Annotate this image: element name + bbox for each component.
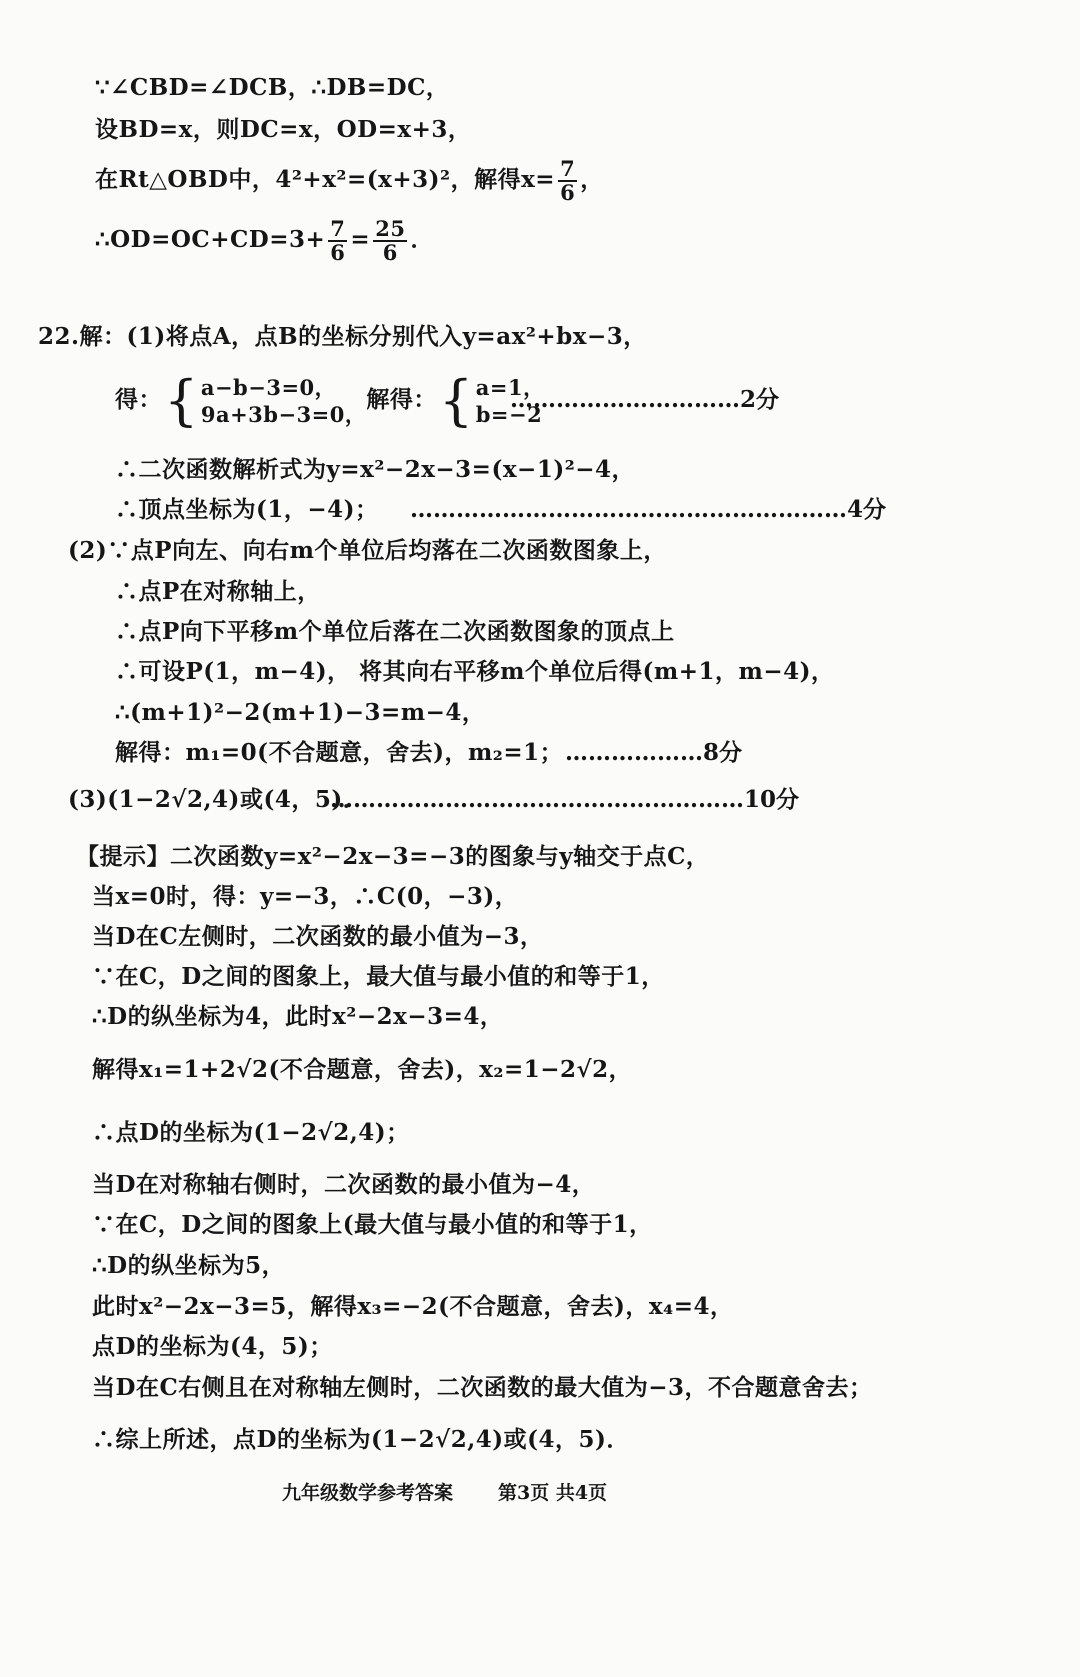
line-vertex: ∴顶点坐标为(1，−4)； bbox=[115, 496, 379, 523]
score-10: ………………………………………………10分 bbox=[330, 786, 800, 813]
fraction-25-6 bbox=[373, 218, 407, 264]
rt-triangle-end: ， bbox=[580, 166, 604, 194]
line-rt-triangle bbox=[95, 158, 604, 204]
equals-sign: = bbox=[350, 226, 371, 254]
score-4: …………………………………………………4分 bbox=[410, 496, 887, 523]
line-ordinate-4: ∴D的纵坐标为4，此时x²−2x−3=4， bbox=[92, 1003, 504, 1030]
fraction-numerator: 7 bbox=[330, 216, 346, 241]
fraction-numerator: 25 bbox=[375, 216, 406, 241]
q22-part1-heading: 22.解：(1)将点A，点B的坐标分别代入y=ax²+bx−3， bbox=[38, 323, 647, 350]
line-hint: 【提示】二次函数y=x²−2x−3=−3的图象与y轴交于点C， bbox=[76, 843, 710, 870]
line-axis: ∴点P在对称轴上， bbox=[115, 578, 321, 605]
line-down-shift: ∴点P向下平移m个单位后落在二次函数图象的顶点上 bbox=[115, 618, 675, 645]
left-brace-icon: { bbox=[164, 369, 199, 432]
score-2: …………………………2分 bbox=[510, 386, 780, 413]
line-angle-equal: ∵∠CBD=∠DCB，∴DB=DC， bbox=[95, 74, 450, 101]
line-od-result bbox=[95, 218, 434, 264]
left-brace-icon: { bbox=[438, 369, 474, 432]
line-set-bd: 设BD=x，则DC=x，OD=x+3， bbox=[95, 116, 472, 143]
solution-b: b=−2 bbox=[475, 402, 543, 427]
de-label: 得： bbox=[115, 386, 162, 413]
fraction-denominator: 6 bbox=[560, 180, 576, 206]
line-d-left: 当D在C左侧时，二次函数的最小值为−3， bbox=[92, 923, 544, 950]
line-d-coord-1: ∴点D的坐标为(1−2√2,4)； bbox=[92, 1119, 410, 1146]
equation-1: a−b−3=0， bbox=[200, 375, 337, 400]
equation-2: 9a+3b−3=0， bbox=[200, 402, 367, 427]
fraction-denominator: 6 bbox=[382, 240, 398, 266]
line-max-min-sum: ∵在C，D之间的图象上，最大值与最小值的和等于1， bbox=[92, 963, 665, 990]
line-equation-system bbox=[115, 369, 545, 432]
line-conclusion: ∴综上所述，点D的坐标为(1−2√2,4)或(4，5)． bbox=[92, 1426, 630, 1453]
line-d-coord-2: 点D的坐标为(4，5)； bbox=[92, 1333, 333, 1360]
rt-triangle-text: 在Rt△OBD中，4²+x²=(x+3)²，解得x= bbox=[95, 166, 556, 194]
solution-a: a=1， bbox=[475, 375, 545, 400]
line-max-min-sum-2: ∵在C，D之间的图象上(最大值与最小值的和等于1， bbox=[92, 1211, 653, 1238]
line-part3-answer: (3)(1−2√2,4)或(4，5)． bbox=[68, 786, 367, 813]
od-text: ∴OD=OC+CD=3+ bbox=[95, 226, 326, 254]
fraction-numerator: 7 bbox=[560, 156, 576, 181]
footer-subject: 九年级数学参考答案 bbox=[282, 1482, 454, 1504]
line-ordinate-5: ∴D的纵坐标为5， bbox=[92, 1252, 286, 1279]
line-part2-start: (2)∵点P向左、向右m个单位后均落在二次函数图象上， bbox=[68, 537, 667, 564]
fraction-7-6 bbox=[558, 158, 577, 204]
jie-label: 解得： bbox=[366, 386, 437, 413]
line-d-right: 当D在对称轴右侧时，二次函数的最小值为−4， bbox=[92, 1171, 596, 1198]
line-quadratic-expression: ∴二次函数解析式为y=x²−2x−3=(x−1)²−4， bbox=[115, 456, 636, 483]
od-end: ． bbox=[410, 226, 434, 254]
system-equations bbox=[201, 374, 367, 428]
fraction-denominator: 6 bbox=[330, 240, 346, 266]
line-solve-x3-x4: 此时x²−2x−3=5，解得x₃=−2(不合题意，舍去)，x₄=4， bbox=[92, 1293, 734, 1320]
footer-page-number: 第3页 共4页 bbox=[498, 1482, 608, 1504]
line-solve-m: 解得：m₁=0(不合题意，舍去)，m₂=1； bbox=[115, 739, 564, 766]
score-8: ………………8分 bbox=[565, 739, 743, 766]
line-x-zero: 当x=0时，得：y=−3，∴C(0，−3)， bbox=[92, 883, 519, 910]
fraction-7-6 bbox=[328, 218, 347, 264]
line-equation-m: ∴(m+1)²−2(m+1)−3=m−4， bbox=[115, 699, 486, 726]
line-assume-p: ∴可设P(1，m−4)， 将其向右平移m个单位后得(m+1，m−4)， bbox=[115, 658, 835, 685]
line-d-between: 当D在C右侧且在对称轴左侧时，二次函数的最大值为−3，不合题意舍去； bbox=[92, 1374, 873, 1401]
line-solve-x1-x2: 解得x₁=1+2√2(不合题意，舍去)，x₂=1−2√2， bbox=[92, 1056, 633, 1083]
